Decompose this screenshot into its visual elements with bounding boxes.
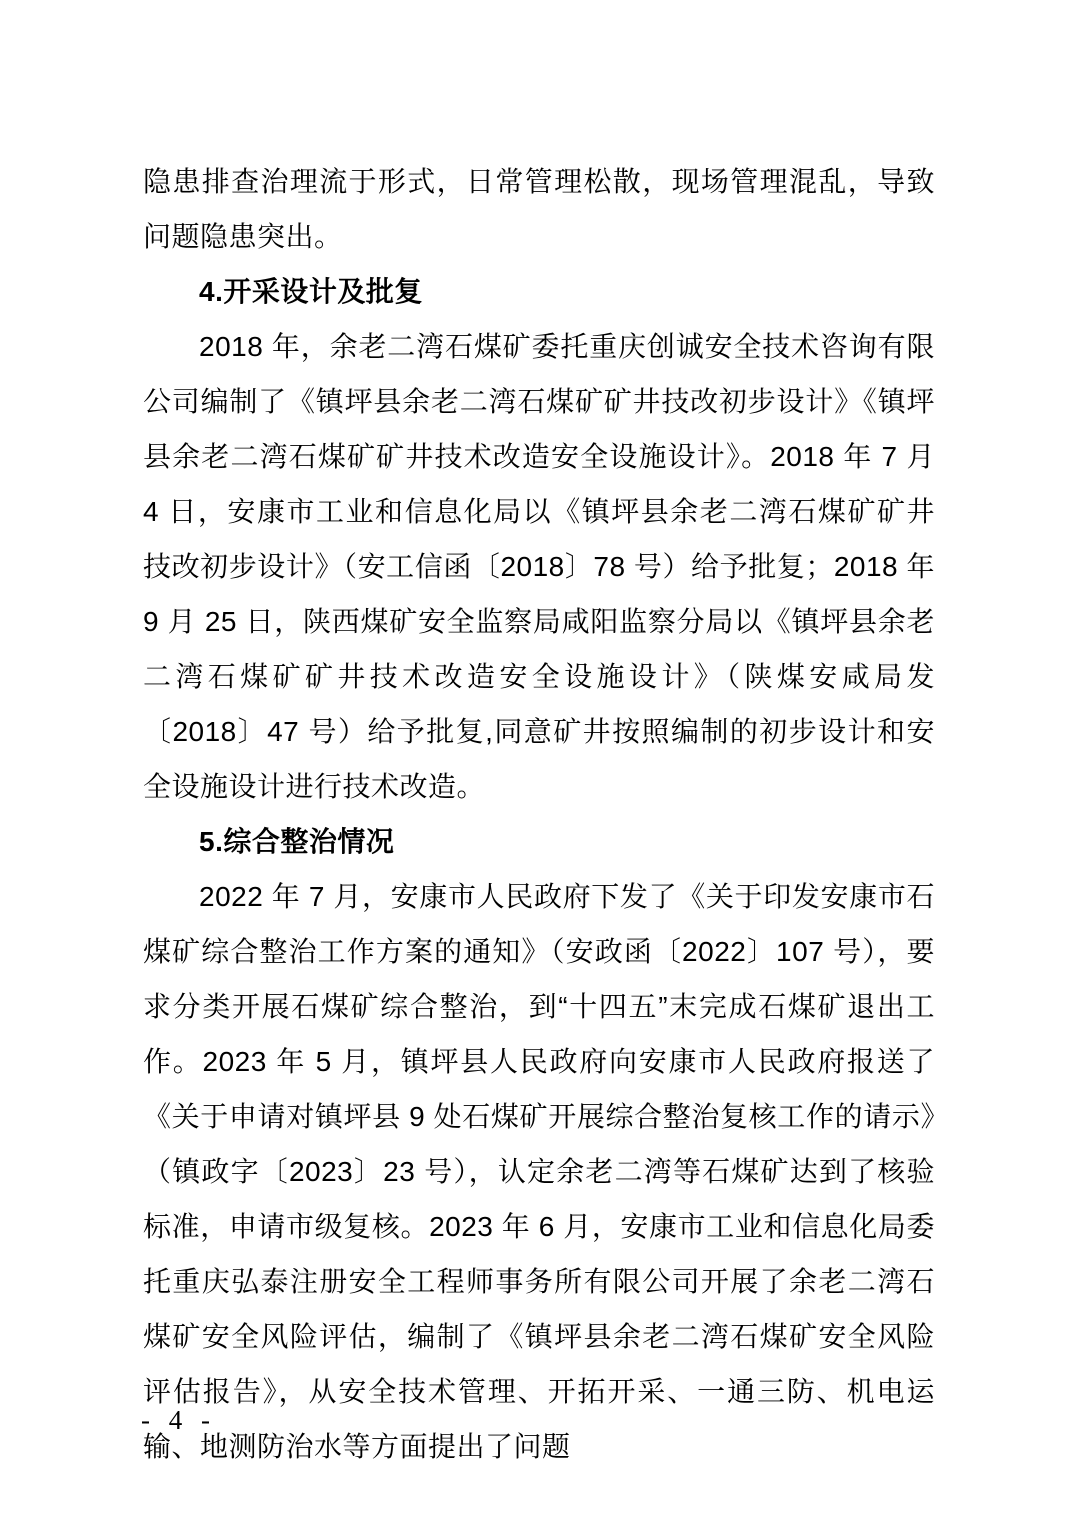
- paragraph-section-4: 2018 年，余老二湾石煤矿委托重庆创诚安全技术咨询有限公司编制了《镇坪县余老二湾石煤矿矿井技改初步设计》《镇坪县余老二湾石煤矿矿井技术改造安全设施设计》。2018 年 7 月 4 日，安康市工业和信息化局以《镇坪县余老二湾石煤矿矿井技改初步设计》（安工信函〔2018〕78 号）给予批复；2018 年 9 月 25 日，陕西煤矿安全监察局咸阳监察分局以《镇坪县余老二湾石煤矿矿井技术改造安全设施设计》（陕煤安咸局发〔2018〕47 号）给予批复,同意矿井按照编制的初步设计和安全设施设计进行技术改造。: [143, 331, 935, 802]
- document-content: [143, 154, 935, 1474]
- section-heading-5: 5.综合整治情况: [199, 826, 395, 857]
- section-heading-4: 4.开采设计及批复: [199, 276, 423, 307]
- page-number: - 4 -: [141, 1405, 216, 1435]
- paragraph-section-5: 2022 年 7 月，安康市人民政府下发了《关于印发安康市石煤矿综合整治工作方案的通知》（安政函〔2022〕107 号），要求分类开展石煤矿综合整治，到“十四五”末完成石煤矿退出工作。2023 年 5 月，镇坪县人民政府向安康市人民政府报送了《关于申请对镇坪县 9 处石煤矿开展综合整治复核工作的请示》（镇政字〔2023〕23 号），认定余老二湾等石煤矿达到了核验标准，申请市级复核。2023 年 6 月，安康市工业和信息化局委托重庆弘泰注册安全工程师事务所有限公司开展了余老二湾石煤矿安全风险评估，编制了《镇坪县余老二湾石煤矿安全风险评估报告》，从安全技术管理、开拓开采、一通三防、机电运输、地测防治水等方面提出了问题: [143, 881, 935, 1462]
- paragraph-continuation: 隐患排查治理流于形式，日常管理松散，现场管理混乱，导致问题隐患突出。: [143, 166, 935, 252]
